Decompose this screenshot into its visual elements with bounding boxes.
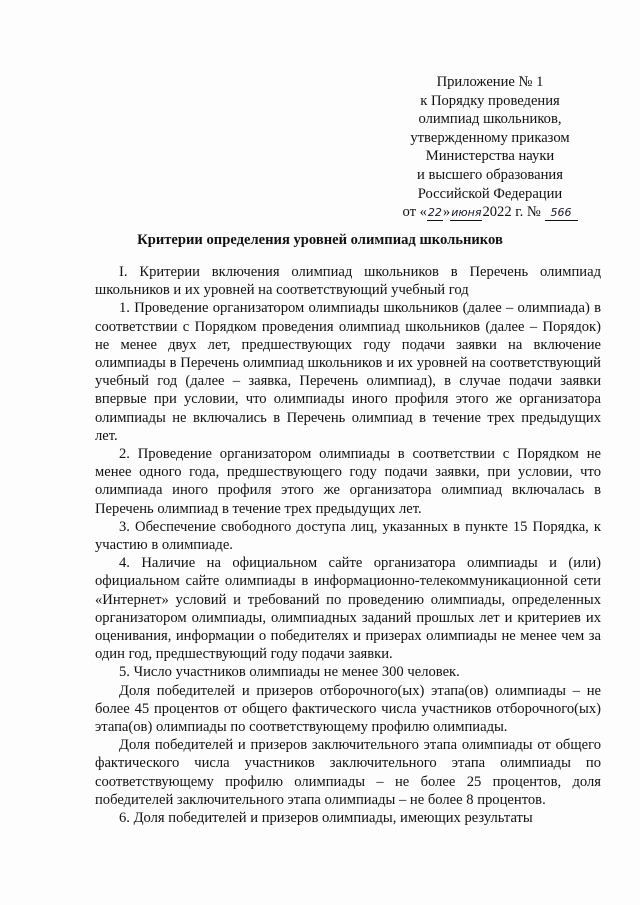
handwritten-day: 22 — [427, 206, 442, 220]
date-year: 2022 г. № — [482, 204, 541, 221]
handwritten-order-number: 566 — [545, 206, 578, 221]
paragraph: 4. Наличие на официальном сайте организатора олимпиады и (или) официальном сайте олимпиады в информационно-телекоммуникационной сети «Интернет» условий и требований по проведению олимпиады, определенных организатором олимпиады, олимпиадных заданий прошлых лет и критериев их оценивания, информации о победителях и призерах олимпиады не менее чем за один год, предшествующий году подачи заявки. — [95, 555, 601, 663]
appendix-line: к Порядку проведения — [420, 92, 560, 109]
page-title: Критерии определения уровней олимпиад школьников — [137, 232, 503, 248]
paragraph: 3. Обеспечение свободного доступа лиц, указанных в пункте 15 Порядка, к участию в олимпиаде. — [95, 518, 601, 554]
appendix-line: и высшего образования — [417, 166, 563, 183]
date-mid: » — [442, 204, 451, 221]
appendix-line: Приложение № 1 — [436, 74, 544, 90]
paragraph: Доля победителей и призеров заключительного этапа олимпиады от общего фактического числа участников заключительного этапа олимпиады по соответствующему профилю олимпиады – не более 25 процентов, доля победителей заключительного этапа олимпиады – не более 8 процентов. — [95, 737, 601, 808]
paragraph: 1. Проведение организатором олимпиады школьников (далее – олимпиада) в соответствии с Порядком проведения олимпиад школьников (далее – Порядок) не менее двух лет, предшествующих году подачи заявки на включение олимпиады в Перечень олимпиад школьников и их уровней на соответствующий учебный год (далее – заявка, Перечень олимпиад), в случае подачи заявки впервые при условии, что олимпиады иного профиля этого же организатора олимпиады не включались в Перечень олимпиад в течение трех предыдущих лет. — [95, 300, 601, 444]
document-body — [95, 263, 601, 827]
appendix-line: утвержденному приказом — [410, 129, 570, 146]
appendix-line: олимпиад школьников, — [418, 111, 562, 128]
paragraph: 5. Число участников олимпиады не менее 300 человек. — [119, 664, 460, 681]
appendix-line: Российской Федерации — [417, 185, 563, 202]
paragraph: 6. Доля победителей и призеров олимпиады, имеющих результаты — [119, 810, 533, 827]
paragraph: Доля победителей и призеров отборочного(ых) этапа(ов) олимпиады – не более 45 процентов от общего фактического числа участников отборочного(ых) этапа(ов) олимпиады по соответствующему профилю олимпиады. — [95, 682, 601, 736]
paragraph: 2. Проведение организатором олимпиады в соответствии с Порядком не менее одного года, предшествующего году подачи заявки, при условии, что олимпиада иного профиля этого же организатора олимпиад включалась в Перечень олимпиад в течение трех предыдущих лет. — [95, 446, 601, 517]
section-heading: I. Критерии включения олимпиад школьников в Перечень олимпиад школьников и их уровней на соответствующий учебный год — [95, 264, 601, 299]
date-prefix: от « — [402, 204, 427, 221]
order-date-line — [360, 203, 620, 222]
handwritten-month: июня — [451, 206, 482, 220]
appendix-header — [360, 73, 620, 222]
appendix-line: Министерства науки — [425, 148, 555, 165]
